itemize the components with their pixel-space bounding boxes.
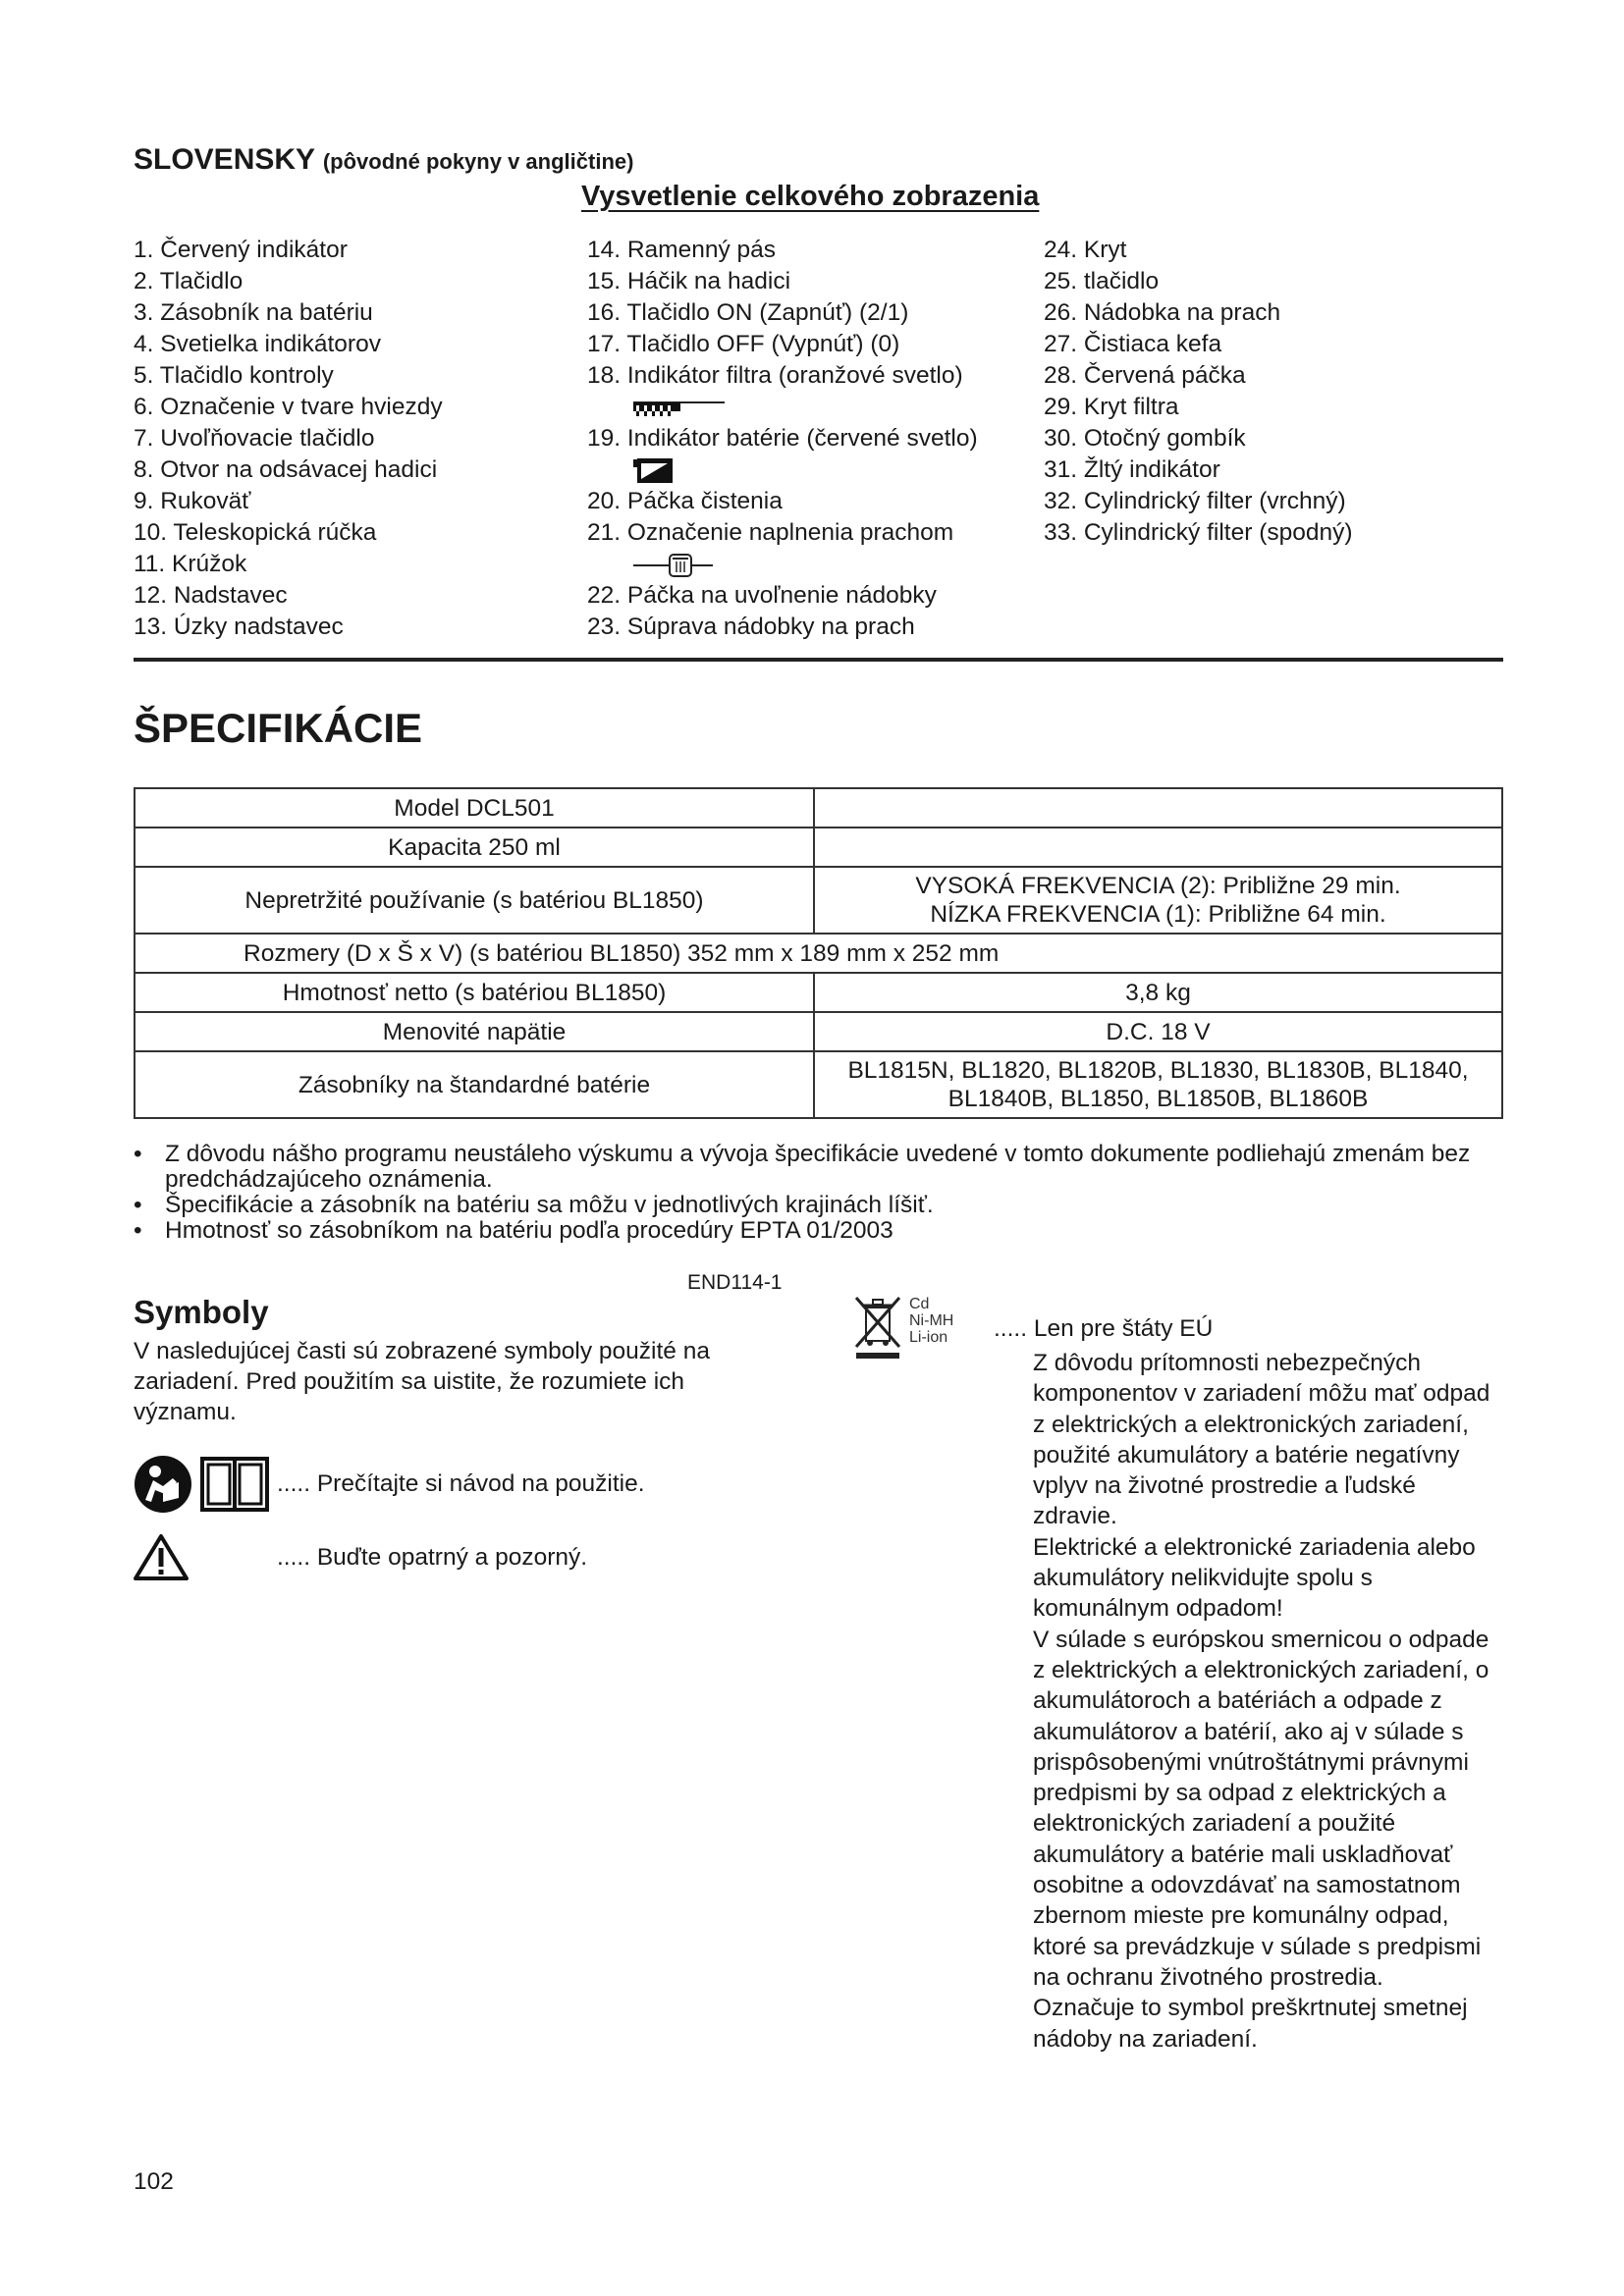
language-heading xyxy=(134,143,633,177)
weee-paragraph: Elektrické a elektronické zariadenia alebo akumulátory nelikvidujte spolu s komunálnym odpadom! xyxy=(1033,1533,1476,1623)
spec-dimensions: Rozmery (D x Š x V) (s batériou BL1850) 352 mm x 189 mm x 252 mm xyxy=(135,934,1502,973)
parts-item: 3. Zásobník na batériu xyxy=(134,299,373,326)
parts-item: 6. Označenie v tvare hviezdy xyxy=(134,394,443,420)
parts-item: 8. Otvor na odsávacej hadici xyxy=(134,456,438,483)
specifications-title: ŠPECIFIKÁCIE xyxy=(134,705,423,751)
symbols-title: Symboly xyxy=(134,1294,269,1330)
parts-item: 27. Čistiaca kefa xyxy=(1044,331,1222,357)
weee-description xyxy=(1033,1348,1504,2055)
parts-item: 23. Súprava nádobky na prach xyxy=(587,614,915,640)
parts-item: 16. Tlačidlo ON (Zapnúť) (2/1) xyxy=(587,299,909,326)
parts-item: 14. Ramenný pás xyxy=(587,237,777,263)
parts-item: 4. Svetielka indikátorov xyxy=(134,331,381,357)
table-row xyxy=(135,973,1502,1012)
parts-item: 15. Háčik na hadici xyxy=(587,268,791,294)
table-row xyxy=(135,1012,1502,1051)
crossed-bin-icon xyxy=(852,1294,903,1359)
parts-item: 29. Kryt filtra xyxy=(1044,394,1179,420)
spec-value xyxy=(814,788,1502,828)
parts-item: 2. Tlačidlo xyxy=(134,268,244,294)
parts-item: 5. Tlačidlo kontroly xyxy=(134,362,334,389)
spec-label: Nepretržité používanie (s batériou BL1850) xyxy=(135,867,814,934)
spec-notes xyxy=(134,1142,1508,1244)
battery-indicator-icon xyxy=(587,454,978,486)
parts-item: 30. Otočný gombík xyxy=(1044,425,1246,452)
parts-item: 7. Uvoľňovacie tlačidlo xyxy=(134,425,375,452)
spec-value: 3,8 kg xyxy=(814,973,1502,1012)
parts-item: 19. Indikátor batérie (červené svetlo) xyxy=(587,425,978,452)
parts-item: 31. Žltý indikátor xyxy=(1044,456,1220,483)
weee-label-cd: Cd xyxy=(909,1296,930,1312)
parts-item: 12. Nadstavec xyxy=(134,582,288,609)
language-name: SLOVENSKY xyxy=(134,143,315,176)
section-code: END114-1 xyxy=(687,1271,783,1294)
weee-paragraph: V súlade s európskou smernicou o odpade z elektrických a elektronických zariadení, o akumulátoroch a batériách a odpade z akumulátorov a batérií, ako aj v súlade s prispôsobenými vnútroštátnymi právnymi predpismi by sa odpad z elektrických a elektronických zariadení a použité akumulátory a batérie mali uskladňovať osobitne a odovzdávať na samostatnom zbernom mieste pre komunálny odpad, ktoré sa prevádzkuje v súlade s predpismi na ochranu životného prostredia. xyxy=(1033,1626,1489,1991)
spec-value-line: BL1840B, BL1850, BL1850B, BL1860B xyxy=(947,1086,1369,1112)
spec-value: D.C. 18 V xyxy=(814,1012,1502,1051)
parts-item: 13. Úzky nadstavec xyxy=(134,614,344,640)
spec-label: Hmotnosť netto (s batériou BL1850) xyxy=(135,973,814,1012)
weee-label-liion: Li-ion xyxy=(909,1329,948,1346)
parts-list-col1 xyxy=(134,235,443,643)
spec-value-line: BL1815N, BL1820, BL1820B, BL1830, BL1830B, BL1840, xyxy=(847,1057,1469,1084)
parts-item: 25. tlačidlo xyxy=(1044,268,1160,294)
parts-item: 11. Krúžok xyxy=(134,551,247,577)
spec-label: Kapacita 250 ml xyxy=(135,828,814,867)
spec-note: • Špecifikácie a zásobník na batériu sa môžu v jednotlivých krajinách líšiť. xyxy=(134,1193,1508,1218)
spec-label: Zásobníky na štandardné batérie xyxy=(135,1051,814,1118)
spec-value-line: VYSOKÁ FREKVENCIA (2): Približne 29 min. xyxy=(915,873,1401,899)
specifications-table xyxy=(134,787,1503,1119)
caution-symbol-row xyxy=(134,1533,587,1582)
spec-value-line: NÍZKA FREKVENCIA (1): Približne 64 min. xyxy=(930,901,1386,928)
parts-item: 17. Tlačidlo OFF (Vypnúť) (0) xyxy=(587,331,900,357)
spec-value xyxy=(814,828,1502,867)
page-number: 102 xyxy=(134,2168,174,2195)
dust-full-mark-icon xyxy=(587,549,978,580)
symbols-intro: V nasledujúcej časti sú zobrazené symboly použité na zariadení. Pred použitím sa uistite, že rozumiete ich významu. xyxy=(134,1338,710,1425)
parts-item: 9. Rukoväť xyxy=(134,488,251,514)
parts-item: 10. Teleskopická rúčka xyxy=(134,519,377,546)
weee-paragraph: Označuje to symbol preškrtnutej smetnej nádoby na zariadení. xyxy=(1033,1995,1468,2053)
parts-list-col2 xyxy=(587,235,978,643)
spec-label: Menovité napätie xyxy=(135,1012,814,1051)
table-row xyxy=(135,1051,1502,1118)
spec-note: • Z dôvodu nášho programu neustáleho výskumu a vývoja špecifikácie uvedené v tomto dokumente podliehajú zmenám bez predchádzajúceho oznámenia. xyxy=(134,1142,1508,1193)
weee-chemistry-labels xyxy=(909,1296,953,1346)
eu-only-label: ..... Len pre štáty EÚ xyxy=(994,1315,1214,1342)
parts-item: 24. Kryt xyxy=(1044,237,1127,263)
parts-item: 20. Páčka čistenia xyxy=(587,488,783,514)
warning-triangle-icon xyxy=(134,1533,271,1582)
read-manual-icon xyxy=(134,1453,271,1516)
table-row xyxy=(135,828,1502,867)
spec-value xyxy=(814,867,1502,934)
overview-title: Vysvetlenie celkového zobrazenia xyxy=(581,181,1040,212)
table-row xyxy=(135,867,1502,934)
caution-text: ..... Buďte opatrný a pozorný. xyxy=(277,1544,588,1571)
spec-value xyxy=(814,1051,1502,1118)
spec-note: • Hmotnosť so zásobníkom na batériu podľa procedúry EPTA 01/2003 xyxy=(134,1218,1508,1244)
parts-item: 33. Cylindrický filter (spodný) xyxy=(1044,519,1353,546)
parts-item: 28. Červená páčka xyxy=(1044,362,1246,389)
parts-item: 26. Nádobka na prach xyxy=(1044,299,1281,326)
read-manual-text: ..... Prečítajte si návod na použitie. xyxy=(277,1470,645,1497)
language-note: (pôvodné pokyny v angličtine) xyxy=(322,149,634,174)
table-row xyxy=(135,788,1502,828)
weee-label-nimh: Ni-MH xyxy=(909,1312,954,1329)
parts-item: 21. Označenie naplnenia prachom xyxy=(587,519,954,546)
parts-list-col3 xyxy=(1044,235,1353,549)
parts-item: 18. Indikátor filtra (oranžové svetlo) xyxy=(587,362,963,389)
filter-indicator-icon xyxy=(587,392,978,423)
spec-label: Model DCL501 xyxy=(135,788,814,828)
parts-item: 22. Páčka na uvoľnenie nádobky xyxy=(587,582,937,609)
parts-item: 32. Cylindrický filter (vrchný) xyxy=(1044,488,1346,514)
parts-item: 1. Červený indikátor xyxy=(134,237,348,263)
read-manual-symbol-row xyxy=(134,1453,645,1516)
table-row xyxy=(135,934,1502,973)
weee-paragraph: Z dôvodu prítomnosti nebezpečných komponentov v zariadení môžu mať odpad z elektrických a elektronických zariadení, použité akumulátory a batérie negatívny vplyv na životné prostredie a ľudské zdravie. xyxy=(1033,1350,1490,1530)
section-divider xyxy=(134,658,1503,662)
